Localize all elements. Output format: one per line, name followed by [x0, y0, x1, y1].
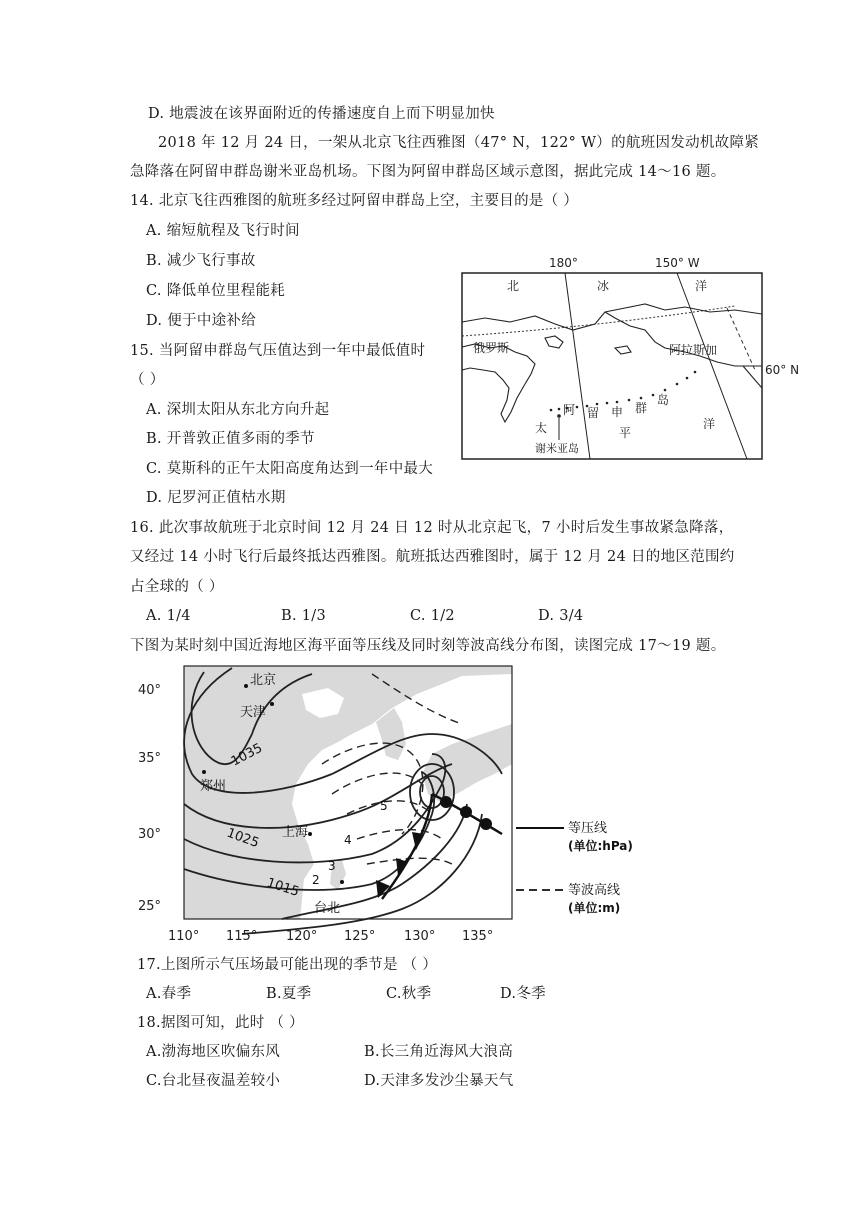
aleutian-map: [455, 252, 825, 464]
wave-5: 5: [380, 799, 388, 813]
label-alaska: 阿拉斯加: [669, 343, 718, 357]
label-pacific-3: 洋: [703, 417, 716, 431]
lon-115-label: 115°: [226, 929, 258, 944]
lon-150w-label: 150° W: [655, 256, 700, 270]
q17-option-d: D.冬季: [500, 986, 546, 1002]
question-16-line2: 又经过 14 小时飞行后最终抵达西雅图。航班抵达西雅图时，属于 12 月 24 日的地区范围约: [130, 549, 735, 565]
question-14: 14. 北京飞往西雅图的航班多经过阿留申群岛上空，主要目的是（ ）: [130, 193, 579, 209]
lon-120-label: 120°: [286, 929, 318, 944]
zhengzhou-dot: [202, 770, 206, 774]
question-15-paren: （ ）: [130, 372, 165, 388]
wave-3: 3: [328, 859, 336, 873]
label-aleutian-1: 阿: [563, 403, 576, 417]
label-aleutian-3: 申: [611, 405, 624, 419]
label-arctic-1: 北: [507, 279, 520, 293]
q14-option-d: D. 便于中途补给: [146, 313, 257, 329]
lon-135-label: 135°: [462, 929, 494, 944]
q17-option-c: C.秋季: [386, 986, 432, 1002]
intro-17-19: 下图为某时刻中国近海地区海平面等压线及同时刻等波高线分布图，读图完成 17～19 题。: [130, 638, 726, 654]
q14-option-a: A. 缩短航程及飞行时间: [146, 223, 300, 239]
city-zhengzhou: 郑州: [200, 779, 227, 794]
label-arctic-2: 冰: [597, 279, 610, 293]
question-17: 17.上图所示气压场最可能出现的季节是 （ ）: [137, 957, 438, 973]
lat-40-label: 40°: [138, 683, 162, 698]
wave-4: 4: [344, 833, 352, 847]
legend-wave-unit: (单位:m): [568, 901, 621, 915]
wave-2: 2: [312, 873, 320, 887]
isobar-1025: 1025: [224, 825, 261, 852]
lat-25-label: 25°: [138, 899, 162, 914]
lat-35-label: 35°: [138, 751, 162, 766]
legend-wave-label: 等波高线: [568, 883, 621, 898]
label-russia: 俄罗斯: [473, 341, 510, 355]
q18-option-d: D.天津多发沙尘暴天气: [364, 1073, 514, 1089]
isobar-1035: 1035: [228, 740, 266, 770]
legend-isobar-unit: (单位:hPa): [568, 839, 633, 853]
lon-125-label: 125°: [344, 929, 376, 944]
q17-option-b: B.夏季: [266, 986, 312, 1002]
q16-option-c: C. 1/2: [410, 608, 455, 624]
q14-option-b: B. 减少飞行事故: [146, 253, 256, 269]
label-pacific-2: 平: [619, 426, 632, 440]
city-taipei: 台北: [314, 901, 341, 916]
lon-130-label: 130°: [404, 929, 436, 944]
question-16-line3: 占全球的（ ）: [130, 579, 224, 595]
q16-option-d: D. 3/4: [538, 608, 584, 624]
city-shanghai: 上海: [282, 825, 309, 840]
label-aleutian-2: 留: [587, 406, 600, 420]
meridian-180: [565, 273, 590, 459]
map1-frame: [462, 273, 762, 459]
city-tianjin: 天津: [240, 705, 267, 720]
label-shemya: 谢米亚岛: [535, 442, 579, 455]
question-16-line1: 16. 此次事故航班于北京时间 12 月 24 日 12 时从北京起飞，7 小时后发生事故紧急降落，: [130, 520, 734, 536]
q18-option-b: B.长三角近海风大浪高: [364, 1044, 514, 1060]
shanghai-dot: [308, 832, 312, 836]
us-canada-border: [727, 308, 755, 370]
label-aleutian-4: 群: [635, 401, 648, 415]
q17-option-a: A.春季: [146, 986, 192, 1002]
q15-option-c: C. 莫斯科的正午太阳高度角达到一年中最大: [146, 461, 434, 477]
lon-180-label: 180°: [549, 256, 578, 270]
q18-option-c: C.台北昼夜温差较小: [146, 1073, 281, 1089]
label-arctic-3: 洋: [695, 279, 708, 293]
intro-14-16-line1: 2018 年 12 月 24 日，一架从北京飞往西雅图（47° N，122° W）的航班因发动机故障紧: [158, 135, 760, 151]
q15-option-b: B. 开普敦正值多雨的季节: [146, 431, 315, 447]
label-aleutian-5: 岛: [657, 393, 670, 407]
city-beijing: 北京: [250, 673, 277, 688]
isobar-1015: 1015: [264, 875, 301, 901]
q16-option-b: B. 1/3: [281, 608, 327, 624]
taipei-dot: [340, 880, 344, 884]
shemya-airport-marker: [557, 414, 561, 418]
intro-14-16-line2: 急降落在阿留申群岛谢米亚岛机场。下图为阿留申群岛区域示意图，据此完成 14～16 题。: [130, 164, 726, 180]
q15-option-d: D. 尼罗河正值枯水期: [146, 490, 286, 506]
question-18: 18.据图可知，此时 （ ）: [137, 1015, 304, 1031]
q15-option-a: A. 深圳太阳从东北方向升起: [146, 402, 330, 418]
lon-110-label: 110°: [168, 929, 200, 944]
beijing-dot: [244, 684, 248, 688]
option-d-previous: D. 地震波在该界面附近的传播速度自上而下明显加快: [148, 106, 495, 122]
question-15: 15. 当阿留申群岛气压值达到一年中最低值时: [130, 343, 426, 359]
legend-isobar-label: 等压线: [568, 821, 608, 836]
tianjin-dot: [270, 702, 274, 706]
lat-60n-label: 60° N: [765, 363, 800, 377]
lat-30-label: 30°: [138, 827, 162, 842]
label-pacific-1: 太: [535, 421, 548, 435]
q18-option-a: A.渤海地区吹偏东风: [146, 1044, 281, 1060]
q14-option-c: C. 降低单位里程能耗: [146, 283, 286, 299]
q16-option-a: A. 1/4: [146, 608, 191, 624]
pressure-wave-map: [132, 664, 660, 946]
